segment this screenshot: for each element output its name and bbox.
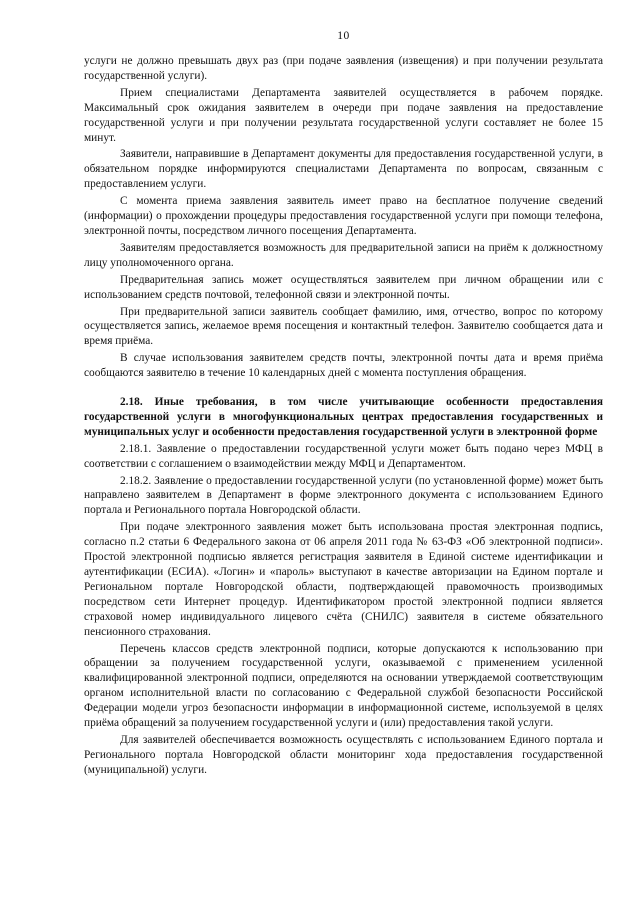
paragraph: Прием специалистами Департамента заявителей осуществляется в рабочем порядке. Максимальный срок ожидания заявителем в очереди при подаче заявления на предоставление государственной услуги и при получении результата государственной услуги составляет не более 15 минут.: [84, 86, 603, 144]
paragraph: Предварительная запись может осуществляться заявителем при личном обращении или с использованием средств почтовой, телефонной связи и электронной почты.: [84, 273, 603, 301]
section-heading: 2.18. Иные требования, в том числе учитывающие особенности предоставления государственной услуги в многофункциональных центрах предоставления государственных и муниципальных услуг и особенности предоставления государственной услуги в электронной форме: [84, 396, 603, 438]
paragraph: Для заявителей обеспечивается возможность осуществлять с использованием Единого портала и Регионального портала Новгородской области мониторинг хода предоставления государственной (муниципальной) услуги.: [84, 733, 603, 776]
paragraph: При предварительной записи заявитель сообщает фамилию, имя, отчество, вопрос по которому осуществляется запись, желаемое время посещения и контактный телефон. Заявителю сообщается дата и время приёма.: [84, 305, 603, 348]
document-body: [84, 54, 603, 780]
paragraph: Заявители, направившие в Департамент документы для предоставления государственной услуги, в обязательном порядке информируются специалистами Департамента по вопросам, связанным с предоставлением услуги.: [84, 148, 603, 191]
paragraph: В случае использования заявителем средств почты, электронной почты дата и время приёма сообщаются заявителю в течение 10 календарных дней с момента поступления обращения.: [84, 352, 603, 380]
paragraph: При подаче электронного заявления может быть использована простая электронная подпись, согласно п.2 статьи 6 Федерального закона от 06 апреля 2011 года № 63-ФЗ «Об электронной подписи». Простой электронной подписью является регистрация заявителя в Единой системе идентификации и аутентификации (ЕСИА). «Логин» и «пароль» выступают в качестве авторизации на Едином портале и Региональном портале Новгородской области, подтверждающей правомочность производимых посредством сети Интернет процедур. Идентификатором простой электронной подписи является страховой номер индивидуального лицевого счёта (СНИЛС) заявителя в системе обязательного пенсионного страхования.: [84, 521, 603, 638]
paragraph: Заявителям предоставляется возможность для предварительной записи на приём к должностному лицу уполномоченного органа.: [84, 241, 603, 269]
paragraph: 2.18.2. Заявление о предоставлении государственной услуги (по установленной форме) может быть направлено заявителем в Департамент в форме электронного документа с использованием Единого портала и Регионального портала Новгородской области.: [84, 474, 603, 517]
paragraph: С момента приема заявления заявитель имеет право на бесплатное получение сведений (информации) о прохождении процедуры предоставления государственной услуги при помощи телефона, электронной почты, посредством личного посещения Департамента.: [84, 195, 603, 237]
paragraph: услуги не должно превышать двух раз (при подаче заявления (извещения) и при получении результата государственной услуги).: [84, 55, 603, 82]
page-number: 10: [337, 30, 350, 42]
paragraph: 2.18.1. Заявление о предоставлении государственной услуги может быть подано через МФЦ в соответствии с соглашением о взаимодействии между МФЦ и Департаментом.: [84, 442, 603, 470]
paragraph: Перечень классов средств электронной подписи, которые допускаются к использованию при обращении за получением государственной услуги, оказываемой с применением усиленной квалифицированной электронной подписи, определяются на основании утверждаемой соответствующим органом исполнительной власти по согласованию с Федеральной службой безопасности Российской Федерации модели угроз безопасности информации в информационной системе, используемой в целях приёма обращений за получением государственной услуги и (или) предоставления такой услуги.: [84, 642, 603, 730]
